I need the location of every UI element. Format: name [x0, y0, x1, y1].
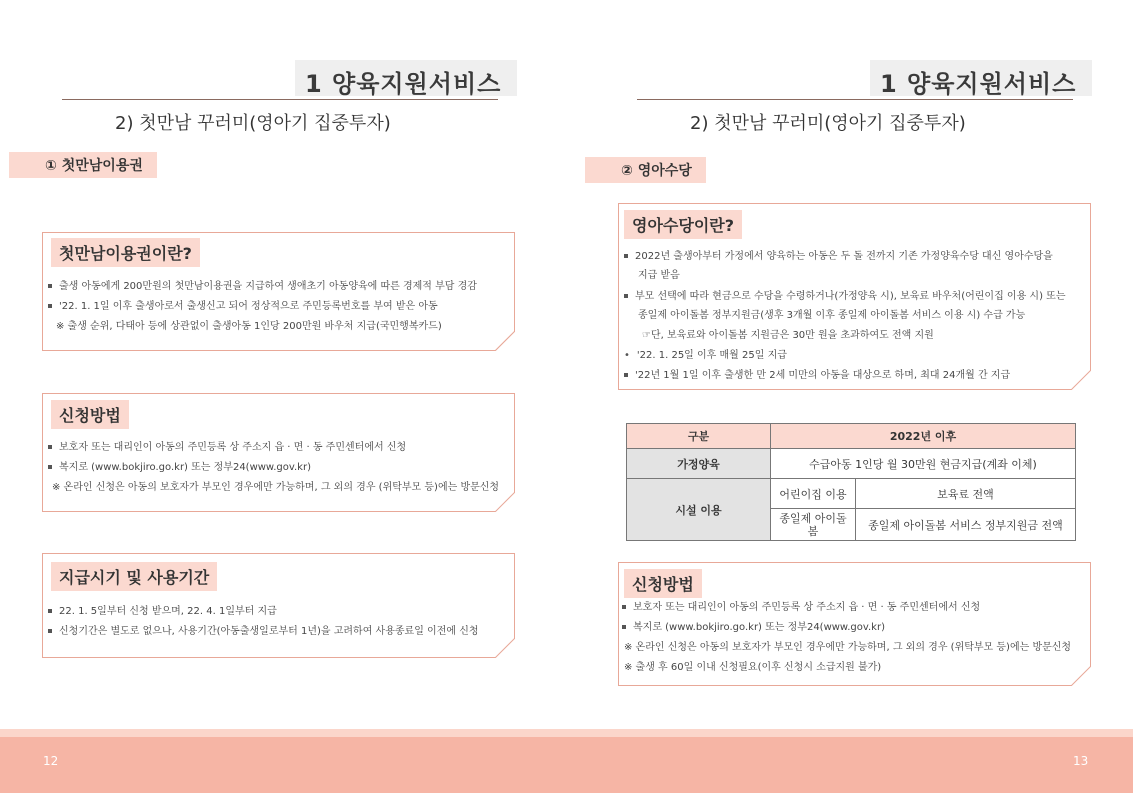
- left-category-label: ① 첫만남이용권: [9, 152, 157, 178]
- left-box1-line: 출생 아동에게 200만원의 첫만남이용권을 지급하여 생애초기 아동양육에 따른 경제적 부담 경감: [48, 277, 477, 292]
- right-box1-line: 부모 선택에 따라 현금으로 수당을 수령하거나(가정양육 시), 보육료 바우처(어린이집 이용 시) 또는: [624, 287, 1066, 302]
- left-box1-note: ※ 출생 순위, 다태아 등에 상관없이 출생아동 1인당 200만원 바우처 지급(국민행복카드): [56, 321, 442, 332]
- right-box1-title: 영아수당이란?: [624, 210, 742, 239]
- left-box2-line: 보호자 또는 대리인이 아동의 주민등록 상 주소지 읍 · 면 · 동 주민센터에서 신청: [48, 438, 406, 453]
- left-box3-title: 지급시기 및 사용기간: [51, 562, 217, 591]
- left-title-rule: [62, 99, 498, 100]
- page-fold-icon: [1071, 666, 1091, 686]
- left-subheading: 2) 첫만남 꾸러미(영아기 집중투자): [115, 113, 391, 134]
- right-box1-line: 지급 받음: [638, 270, 680, 281]
- right-page-number: 13: [1073, 754, 1089, 768]
- table-row-label: 가정양육: [627, 449, 771, 479]
- table-cell: 보육료 전액: [856, 479, 1076, 509]
- page-fold-icon: [495, 492, 515, 512]
- right-box2-line: 복지로 (www.bokjiro.go.kr) 또는 정부24(www.gov.kr): [622, 618, 885, 633]
- right-box2-note: ※ 온라인 신청은 아동의 보호자가 부모인 경우에만 가능하며, 그 외의 경우 (위탁부모 등)에는 방문신청: [624, 642, 1072, 653]
- allowance-table: [626, 423, 1076, 541]
- right-box1-note: ☞단, 보육료와 아이돌봄 지원금은 30만 원을 초과하여도 전액 지원: [642, 330, 934, 341]
- left-box2-note: ※ 온라인 신청은 아동의 보호자가 부모인 경우에만 가능하며, 그 외의 경우 (위탁부모 등)에는 방문신청: [52, 482, 500, 493]
- left-section-title: 1 양육지원서비스: [305, 70, 502, 98]
- right-box2-note: ※ 출생 후 60일 이내 신청필요(이후 신청시 소급지원 불가): [624, 662, 882, 673]
- table-cell: 수급아동 1인당 월 30만원 현금지급(계좌 이체): [771, 449, 1076, 479]
- left-box2-line: 복지로 (www.bokjiro.go.kr) 또는 정부24(www.gov.kr): [48, 458, 311, 473]
- right-box2-line: 보호자 또는 대리인이 아동의 주민등록 상 주소지 읍 · 면 · 동 주민센터에서 신청: [622, 598, 980, 613]
- left-box2-title: 신청방법: [51, 400, 129, 429]
- page-fold-icon: [1071, 370, 1091, 390]
- right-section-title: 1 양육지원서비스: [880, 70, 1077, 98]
- left-box3-line: 신청기간은 별도로 없으나, 사용기간(아동출생일로부터 1년)을 고려하여 사용종료일 이전에 신청: [48, 622, 479, 637]
- left-box1-line: '22. 1. 1일 이후 출생아로서 출생신고 되어 정상적으로 주민등록번호를 부여 받은 아동: [48, 297, 438, 312]
- right-box2-title: 신청방법: [624, 569, 702, 598]
- right-title-rule: [637, 99, 1073, 100]
- right-box1-line: 2022년 출생아부터 가정에서 양육하는 아동은 두 돌 전까지 기존 가정양육수당 대신 영아수당을: [624, 247, 1053, 262]
- footer-band: [0, 737, 1133, 793]
- page-fold-icon: [495, 638, 515, 658]
- page-fold-icon: [495, 331, 515, 351]
- table-subcell: 종일제 아이돌봄: [771, 509, 856, 541]
- right-subheading: 2) 첫만남 꾸러미(영아기 집중투자): [690, 113, 966, 134]
- table-header-category: 구분: [627, 424, 771, 449]
- left-page-number: 12: [43, 754, 59, 768]
- table-header-2022: 2022년 이후: [771, 424, 1076, 449]
- right-box1-line: '22년 1월 1일 이후 출생한 만 2세 미만의 아동을 대상으로 하며, 최대 24개월 간 지급: [624, 366, 1010, 381]
- table-cell: 종일제 아이돌봄 서비스 정부지원금 전액: [856, 509, 1076, 541]
- right-category-label: ② 영아수당: [585, 157, 706, 183]
- table-row-label: 시설 이용: [627, 479, 771, 541]
- left-box1-title: 첫만남이용권이란?: [51, 238, 200, 267]
- table-subcell: 어린이집 이용: [771, 479, 856, 509]
- footer-stripe: [0, 729, 1133, 737]
- right-box1-line: 종일제 아이돌봄 정부지원금(생후 3개월 이후 종일제 아이돌봄 서비스 이용 시) 수급 가능: [638, 310, 1026, 321]
- right-box1-line: • '22. 1. 25일 이후 매월 25일 지급: [624, 346, 787, 361]
- left-box3-line: 22. 1. 5일부터 신청 받으며, 22. 4. 1일부터 지급: [48, 602, 277, 617]
